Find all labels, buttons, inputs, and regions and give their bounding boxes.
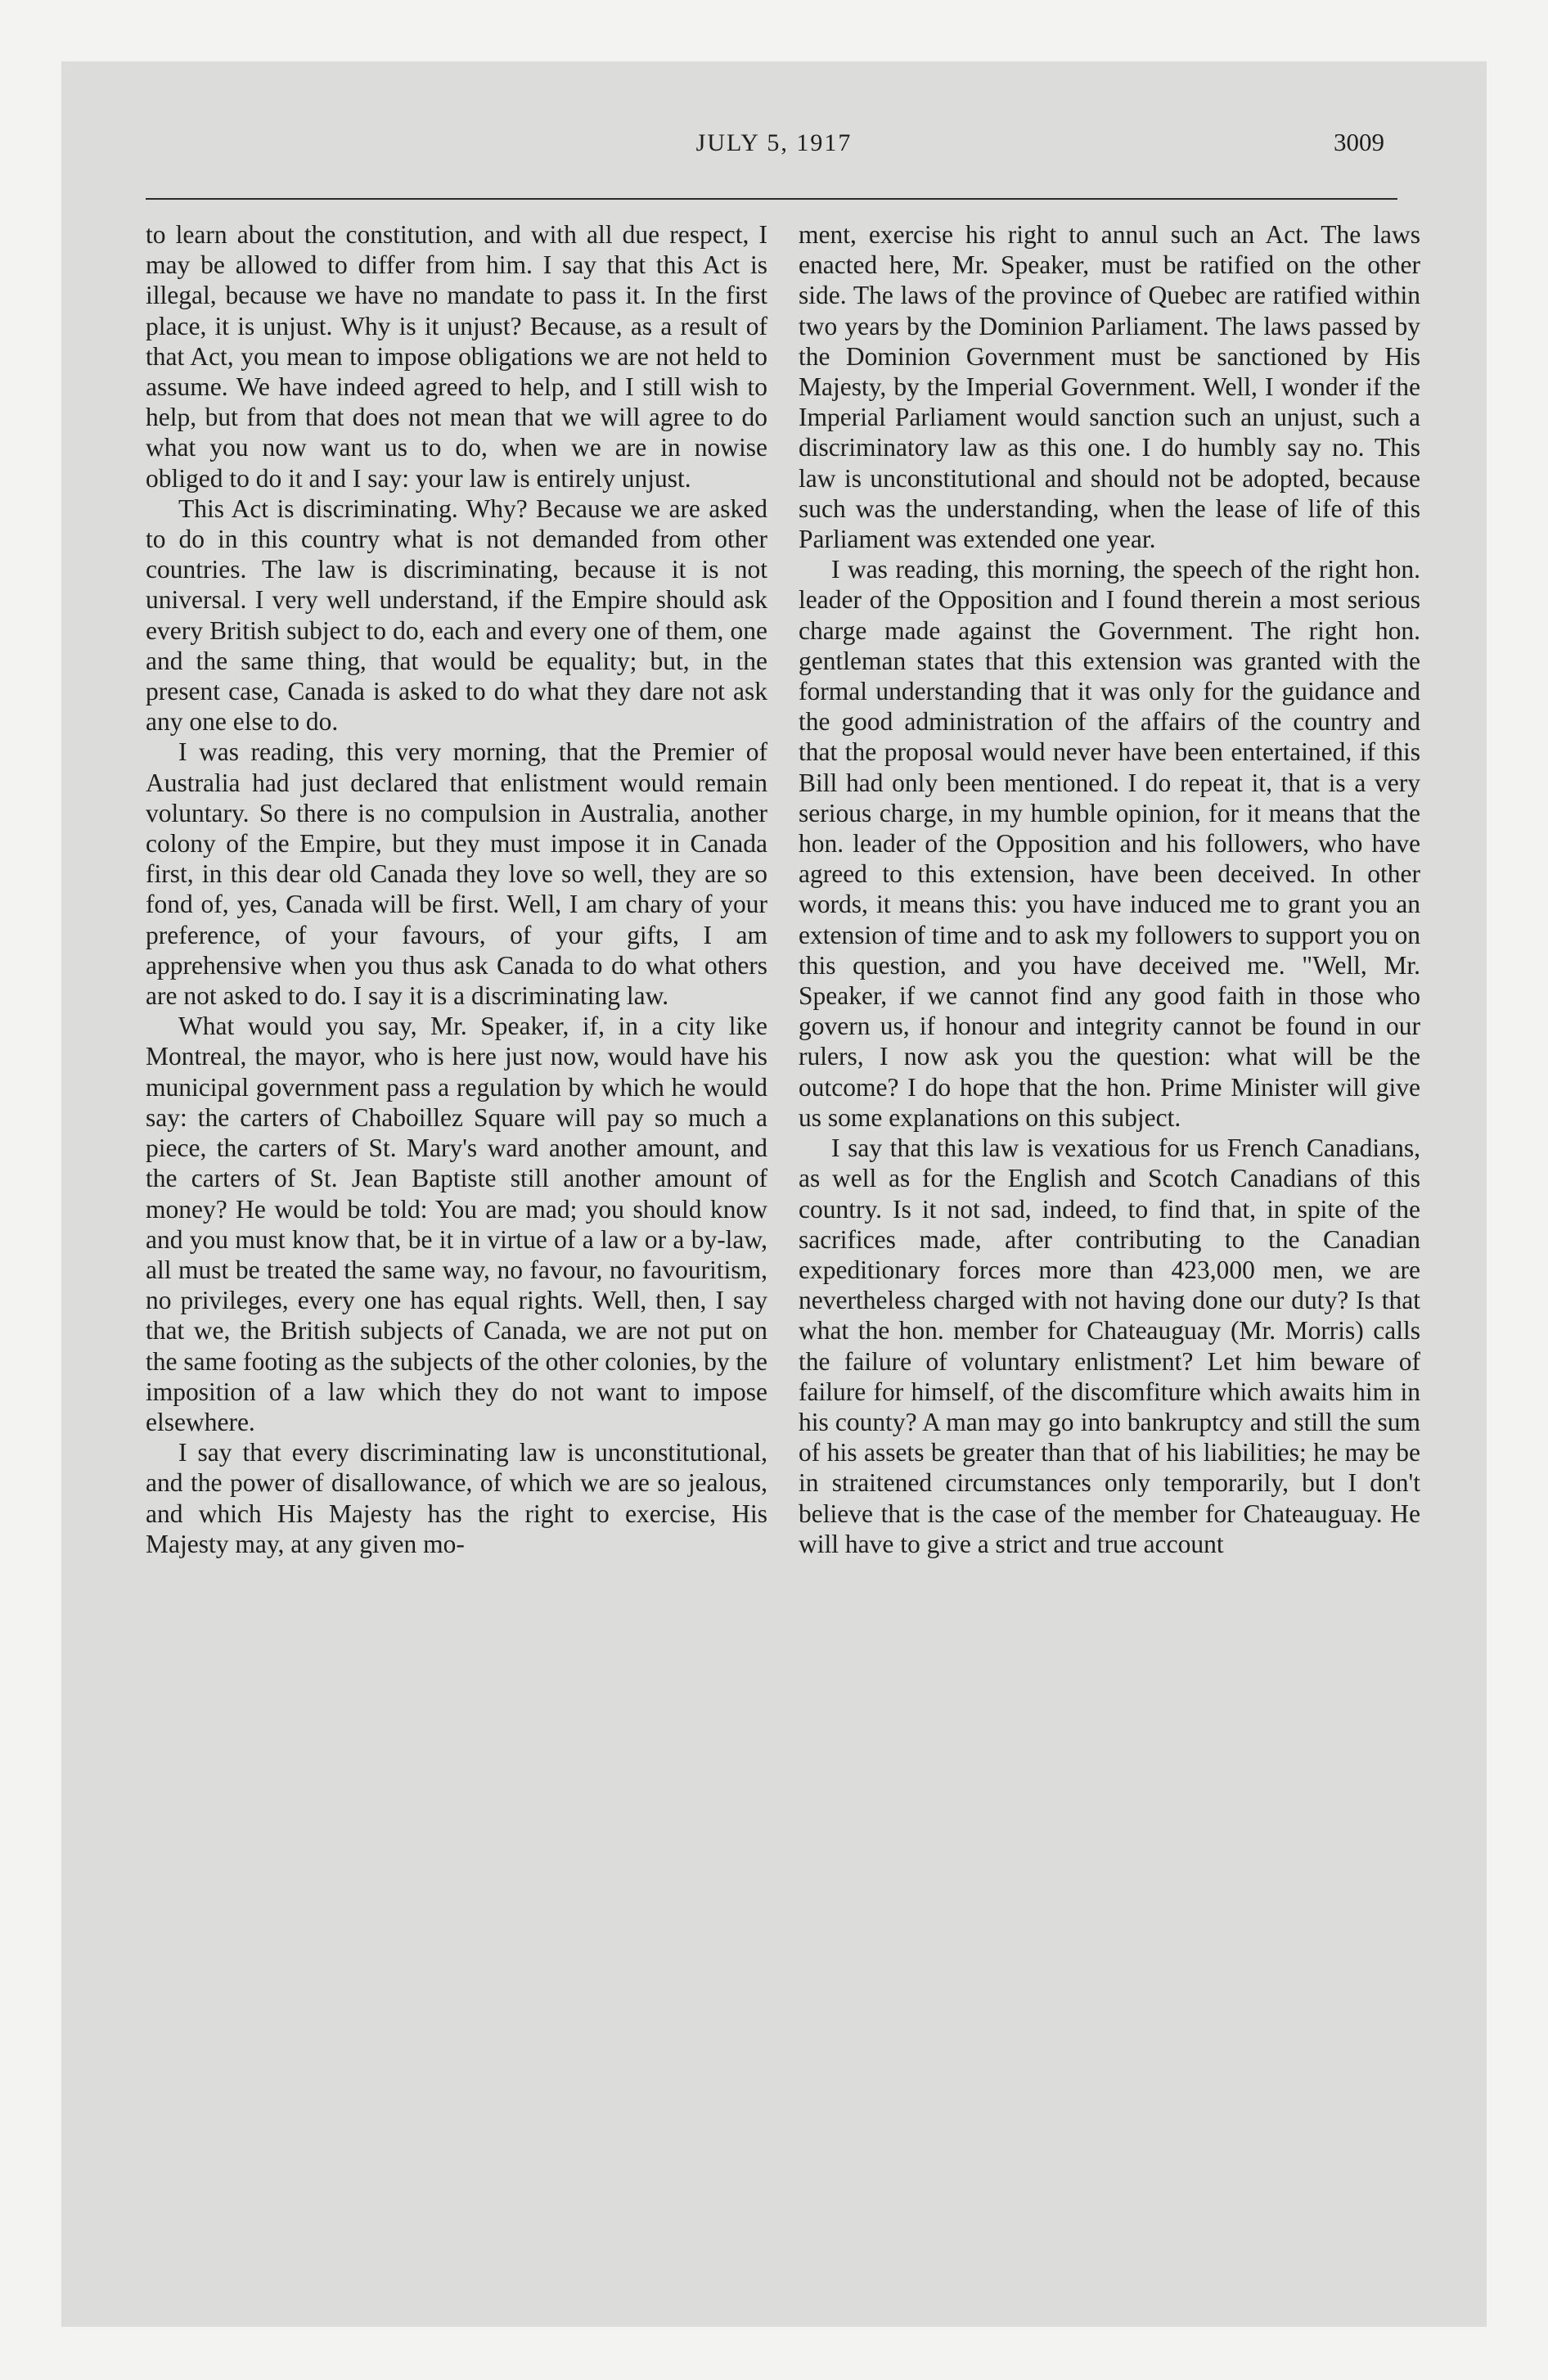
paragraph: I say that this law is vexatious for us French Canadians, as well as for the English and Scotch Canadians of this country. Is it not sad, indeed, to find that, in spite of the sacrifices made, after contributing to the Canadian expeditionary forces more than 423,000 men, we are nevertheless charged with not having done our duty? Is that what the hon. member for Chateauguay (Mr. Morris) calls the failure of voluntary enlistment? Let him beware of failure for himself, of the discomfiture which awaits him in his county? A man may go into bankruptcy and still the sum of his assets be greater than that of his liabilities; he may be in straitened circumstances only temporarily, but I don't believe that is the case of the member for Chateauguay. He will have to give a strict and true account (799, 1134, 1420, 1558)
paragraph: I say that every discriminating law is unconstitutional, and the power of disallowance, of which we are so jealous, and which His Majesty has the right to exercise, His Majesty may, at any given mo- (146, 1438, 767, 1558)
paragraph: I was reading, this very morning, that the Premier of Australia had just declared that enlistment would remain voluntary. So there is no compulsion in Australia, another colony of the Empire, but they must impose it in Canada first, in this dear old Canada they love so well, they are so fond of, yes, Canada will be first. Well, I am chary of your preference, of your favours, of your gifts, I am apprehensive when you thus ask Canada to do what others are not asked to do. I say it is a discriminating law. (146, 737, 767, 1011)
header-rule (146, 198, 1397, 200)
paragraph: to learn about the constitution, and with all due respect, I may be allowed to differ from him. I say that this Act is illegal, because we have no mandate to pass it. In the first place, it is unjust. Why is it unjust? Because, as a result of that Act, you mean to impose obligations we are not held to assume. We have indeed agreed to help, and I still wish to help, but from that does not mean that we will agree to do what you now want us to do, when we are in nowise obliged to do it and I say: your law is entirely unjust. (146, 220, 767, 493)
left-column (146, 219, 767, 1559)
paragraph: This Act is discriminating. Why? Because we are asked to do in this country what is not demanded from other countries. The law is discriminating, because it is not universal. I very well understand, if the Empire should ask every British subject to do, each and every one of them, one and the same thing, that would be equality; but, in the present case, Canada is asked to do what they dare not ask any one else to do. (146, 494, 767, 737)
header-date: JULY 5, 1917 (695, 129, 853, 156)
paragraph: I was reading, this morning, the speech of the right hon. leader of the Opposition and I found therein a most serious charge made against the Government. The right hon. gentleman states that this extension was granted with the formal understanding that it was only for the guidance and the good administration of the affairs of the country and that the proposal would never have been entertained, if this Bill had only been mentioned. I do repeat it, that is a very serious charge, in my humble opinion, for it means that the hon. leader of the Opposition and his followers, who have agreed to this extension, have been deceived. In other words, it means this: you have induced me to grant you an extension of time and to ask my followers to support you on this question, and you have deceived me. "Well, Mr. Speaker, if we cannot find any good faith in those who govern us, if honour and integrity cannot be found in our rulers, I now ask you the question: what will be the outcome? I do hope that the hon. Prime Minister will give us some explanations on this subject. (799, 555, 1420, 1132)
page-number: 3009 (1334, 128, 1384, 156)
right-column (799, 219, 1420, 1559)
paragraph: What would you say, Mr. Speaker, if, in a city like Montreal, the mayor, who is here just now, would have his municipal government pass a regulation by which he would say: the carters of Chaboillez Square will pay so much a piece, the carters of St. Mary's ward another amount, and the carters of St. Jean Baptiste still another amount of money? He would be told: You are mad; you should know and you must know that, be it in virtue of a law or a by-law, all must be treated the same way, no favour, no favouritism, no privileges, every one has equal rights. Well, then, I say that we, the British subjects of Canada, we are not put on the same footing as the subjects of the other colonies, by the imposition of a law which they do not want to impose elsewhere. (146, 1012, 767, 1436)
paragraph: ment, exercise his right to annul such an Act. The laws enacted here, Mr. Speaker, must be ratified on the other side. The laws of the province of Quebec are ratified within two years by the Dominion Parliament. The laws passed by the Dominion Government must be sanctioned by His Majesty, by the Imperial Government. Well, I wonder if the Imperial Parliament would sanction such an unjust, such a discriminatory law as this one. I do humbly say no. This law is unconstitutional and should not be adopted, because such was the understanding, when the lease of life of this Parliament was extended one year. (799, 220, 1420, 554)
